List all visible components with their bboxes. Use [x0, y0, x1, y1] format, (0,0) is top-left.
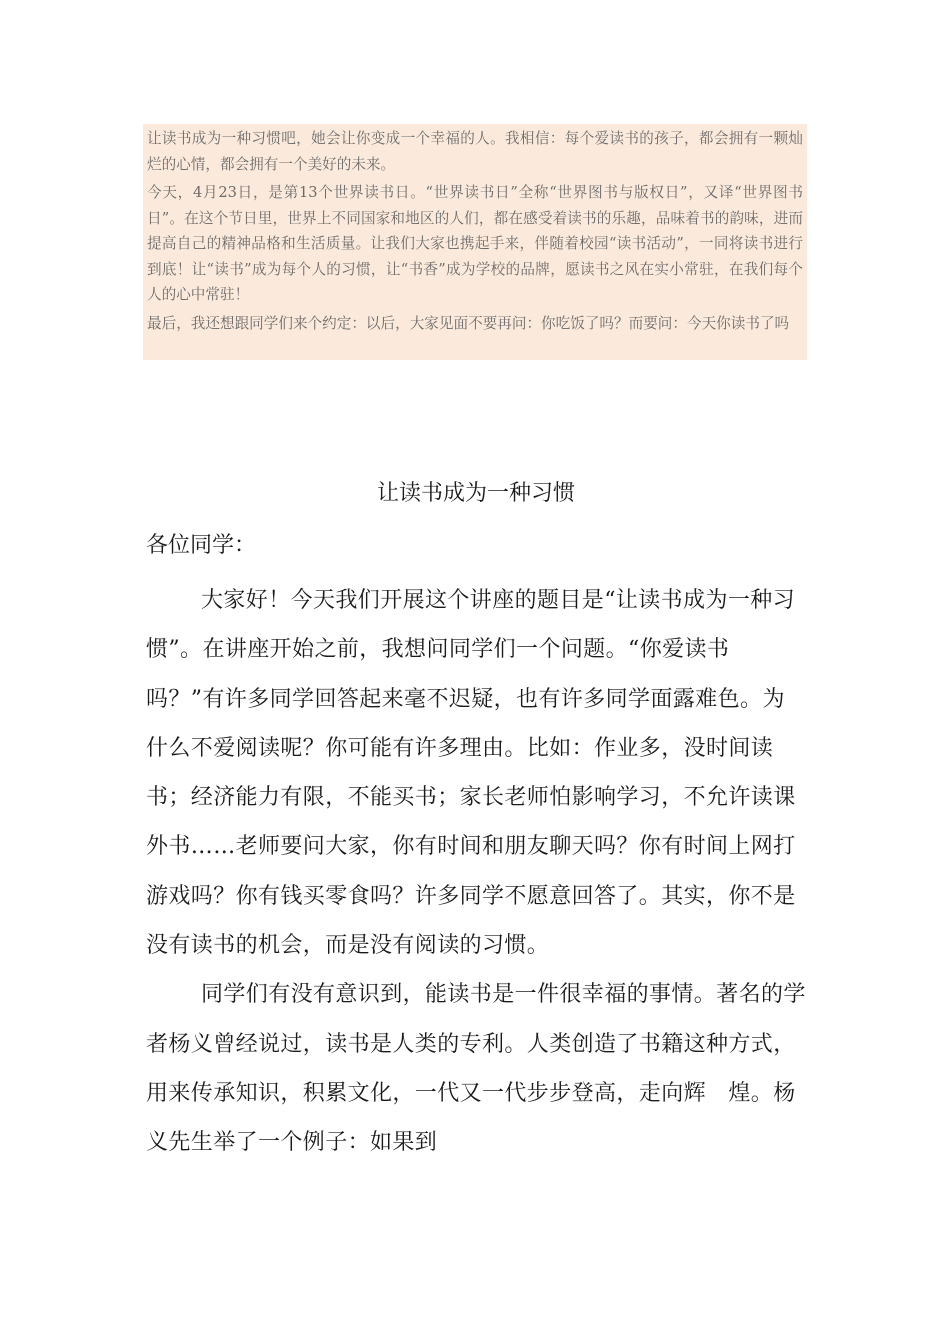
body-paragraph-1: 大家好！今天我们开展这个讲座的题目是“让读书成为一种习惯”。在讲座开始之前，我想问同学们一个问题。“你爱读书吗？”有许多同学回答起来毫不迟疑，也有许多同学面露难色。为什么不爱阅读呢？你可能有许多理由。比如：作业多，没时间读书；经济能力有限，不能买书；家长老师怕影响学习，不允许读课外书……老师要问大家，你有时间和朋友聊天吗？你有时间上网打游戏吗？你有钱买零食吗？许多同学不愿意回答了。其实，你不是没有读书的机会，而是没有阅读的习惯。	[146, 588, 796, 959]
excerpt-paragraph-3: 最后，我还想跟同学们来个约定：以后，大家见面不要再问：你吃饭了吗？而要问：今天你读书了吗	[147, 314, 790, 332]
document-title: 让读书成为一种习惯	[376, 481, 575, 506]
document-body	[146, 468, 806, 1168]
greeting: 各位同学：	[146, 533, 257, 558]
excerpt-box	[143, 124, 807, 360]
body-paragraph-2: 同学们有没有意识到，能读书是一件很幸福的事情。著名的学者杨义曾经说过，读书是人类的专利。人类创造了书籍这种方式，用来传承知识，积累文化，一代又一代步步登高，走向辉 煌。杨义先生举了一个例子：如果到	[146, 982, 806, 1156]
excerpt-paragraph-1: 让读书成为一种习惯吧，她会让你变成一个幸福的人。我相信：每个爱读书的孩子，都会拥有一颗灿烂的心情，都会拥有一个美好的未来。	[147, 130, 803, 173]
excerpt-paragraph-2: 今天，4月23日，是第13个世界读书日。“世界读书日”全称“世界图书与版权日”，又译“世界图书日”。在这个节日里，世界上不同国家和地区的人们，都在感受着读书的乐趣，品味着书的韵味，进而提高自己的精神品格和生活质量。让我们大家也携起手来，伴随着校园“读书活动”，一同将读书进行到底！让“读书”成为每个人的习惯，让“书香”成为学校的品牌，愿读书之风在实小常驻，在我们每个人的心中常驻！	[147, 184, 803, 303]
